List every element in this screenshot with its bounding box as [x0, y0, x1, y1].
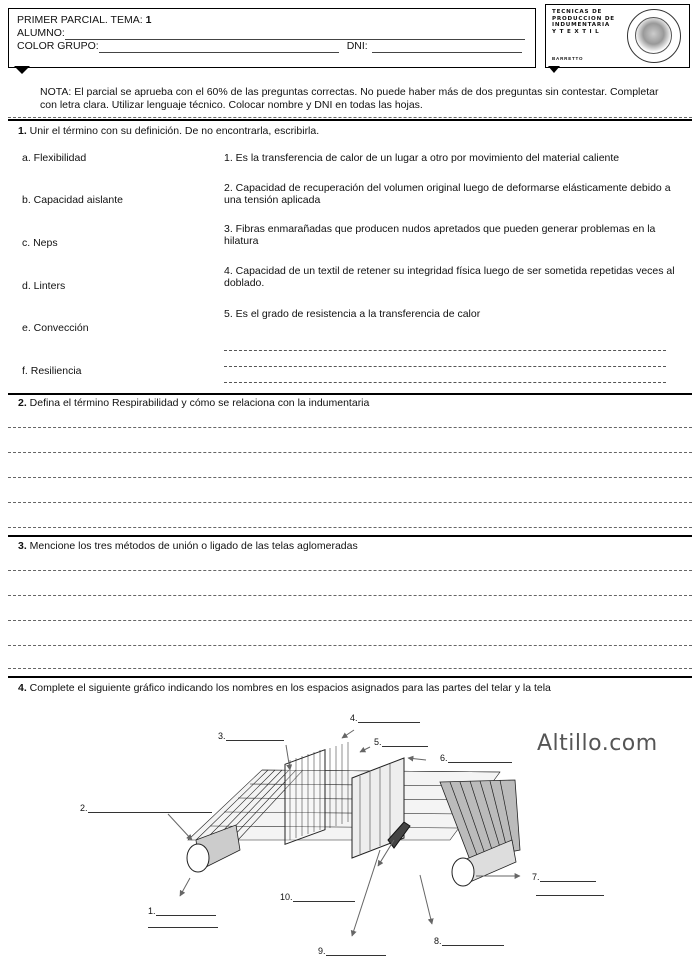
answer-line[interactable] — [8, 502, 692, 503]
answer-line[interactable] — [8, 668, 692, 669]
section-rule — [8, 535, 692, 537]
section-rule — [8, 393, 692, 395]
term-d: d. Linters — [22, 280, 66, 292]
definition-1: 1. Es la transferencia de calor de un lugar a otro por movimiento del material caliente — [224, 152, 620, 164]
definition-2: 2. Capacidad de recuperación del volumen original luego de deformarse elásticamente debido a una tensión aplicada — [224, 182, 671, 206]
divider — [8, 117, 692, 118]
label-5[interactable]: 5. — [374, 737, 428, 747]
question-1-title: 1. Unir el término con su definición. De no encontrarla, escribirla. — [18, 125, 320, 137]
dni-label: DNI: — [346, 40, 368, 52]
term-f: f. Resiliencia — [22, 365, 82, 377]
dni-field[interactable] — [372, 42, 522, 53]
answer-line[interactable] — [8, 570, 692, 571]
grupo-field[interactable] — [99, 42, 339, 53]
term-c: c. Neps — [22, 237, 58, 249]
term-e: e. Convección — [22, 322, 89, 334]
definition-3: 3. Fibras enmarañadas que producen nudos apretados que pueden generar problemas en la hilatura — [224, 223, 656, 247]
answer-line[interactable] — [224, 350, 666, 351]
answer-line[interactable] — [8, 595, 692, 596]
header-box — [8, 8, 536, 68]
grupo-row — [17, 40, 527, 53]
answer-line[interactable] — [8, 427, 692, 428]
logo-line-1: TECNICAS DE — [552, 9, 603, 15]
loom-diagram — [0, 700, 700, 972]
label-2[interactable]: 2. — [80, 803, 212, 813]
exam-title — [17, 14, 527, 27]
label-9[interactable]: 9. — [318, 946, 386, 956]
header-callout-tail — [14, 66, 30, 74]
definition-4: 4. Capacidad de un textil de retener su integridad física luego de ser sometida repetidas veces al doblado. — [224, 265, 675, 289]
term-b: b. Capacidad aislante — [22, 194, 123, 206]
label-7-line[interactable] — [536, 887, 604, 896]
university-seal-icon — [627, 9, 681, 63]
alumno-label: ALUMNO: — [17, 27, 65, 39]
answer-line[interactable] — [8, 527, 692, 528]
grupo-label: COLOR GRUPO: — [17, 40, 99, 52]
logo-line-3: INDUMENTARIA — [552, 22, 611, 28]
label-4[interactable]: 4. — [350, 713, 420, 723]
alumno-row — [17, 27, 527, 40]
label-10[interactable]: 10. — [280, 892, 355, 902]
question-2-title: 2. Defina el término Respirabilidad y cómo se relaciona con la indumentaria — [18, 397, 370, 409]
section-rule — [8, 119, 692, 121]
label-6[interactable]: 6. — [440, 753, 512, 763]
answer-line[interactable] — [224, 382, 666, 383]
section-rule — [8, 676, 692, 678]
logo-author: BARRETTO — [552, 56, 584, 61]
question-3-title: 3. Mencione los tres métodos de unión o ligado de las telas aglomeradas — [18, 540, 358, 552]
term-a: a. Flexibilidad — [22, 152, 87, 164]
label-3[interactable]: 3. — [218, 731, 284, 741]
answer-line[interactable] — [8, 620, 692, 621]
question-4-title: 4. Complete el siguiente gráfico indicando los nombres en los espacios asignados para las partes del telar y la tela — [18, 682, 551, 694]
answer-line[interactable] — [8, 477, 692, 478]
exam-note: NOTA: El parcial se aprueba con el 60% de las preguntas correctas. No puede haber más de dos preguntas sin contestar. Completar con letra clara. Utilizar lenguaje técnico. Colocar nombre y DNI en todas las hojas. — [40, 86, 659, 111]
logo-callout-tail — [548, 66, 560, 73]
faculty-logo — [545, 4, 690, 68]
answer-line[interactable] — [224, 366, 666, 367]
definition-5: 5. Es el grado de resistencia a la transferencia de calor — [224, 308, 481, 320]
exam-tema: 1 — [145, 14, 152, 26]
alumno-field[interactable] — [65, 29, 525, 40]
logo-line-2: PRODUCCION DE — [552, 15, 615, 22]
logo-line-4: Y T E X T I L — [552, 28, 600, 35]
answer-line[interactable] — [8, 452, 692, 453]
watermark: Altillo.com — [537, 731, 658, 756]
label-1-line[interactable] — [148, 919, 218, 928]
answer-line[interactable] — [8, 645, 692, 646]
label-7[interactable]: 7. — [532, 872, 596, 882]
label-1[interactable]: 1. — [148, 906, 216, 916]
exam-prefix: PRIMER PARCIAL. TEMA: — [17, 14, 146, 26]
label-8[interactable]: 8. — [434, 936, 504, 946]
